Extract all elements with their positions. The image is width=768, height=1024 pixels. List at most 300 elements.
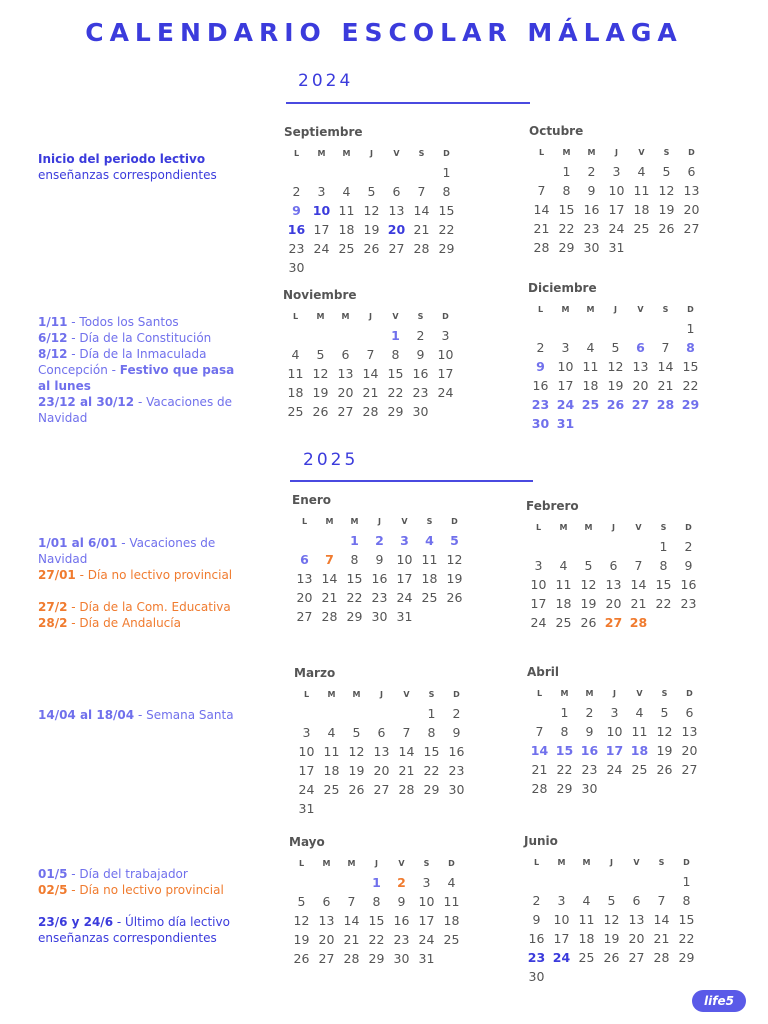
day-abr-18: 18 [630, 743, 649, 758]
day-nov-8: 8 [391, 347, 400, 362]
day-ene-29: 29 [346, 609, 363, 624]
day-nov-12: 12 [312, 366, 329, 381]
day-dic-30: 30 [531, 416, 550, 431]
day-ene-21: 21 [321, 590, 338, 605]
day-oct-2: 2 [587, 164, 596, 179]
day-header: V [392, 311, 399, 321]
day-ene-28: 28 [321, 609, 338, 624]
note-text: - Todos los Santos [67, 315, 179, 329]
year-2025-label: 2025 [303, 450, 359, 470]
day-header: J [614, 304, 617, 314]
day-abr-22: 22 [556, 762, 573, 777]
day-mar-12: 12 [348, 744, 365, 759]
day-oct-23: 23 [583, 221, 600, 236]
day-nov-10: 10 [437, 347, 454, 362]
day-ene-18: 18 [421, 571, 438, 586]
day-abr-11: 11 [631, 724, 648, 739]
day-nov-23: 23 [412, 385, 429, 400]
day-header: V [398, 858, 405, 868]
day-oct-24: 24 [608, 221, 625, 236]
day-feb-10: 10 [530, 577, 547, 592]
day-ene-15: 15 [346, 571, 363, 586]
day-jun-26: 26 [603, 950, 620, 965]
day-oct-31: 31 [608, 240, 625, 255]
day-sep-2: 2 [292, 184, 301, 199]
day-grid [289, 873, 469, 968]
note-key: 23/12 al 30/12 [38, 395, 135, 409]
day-headers [528, 299, 708, 319]
day-oct-25: 25 [633, 221, 650, 236]
day-feb-9: 9 [684, 558, 693, 573]
day-may-28: 28 [343, 951, 360, 966]
day-feb-20: 20 [605, 596, 622, 611]
day-header: J [612, 522, 615, 532]
day-mar-18: 18 [323, 763, 340, 778]
day-mar-24: 24 [298, 782, 315, 797]
month-name: Enero [292, 493, 332, 507]
day-nov-26: 26 [312, 404, 329, 419]
day-ene-19: 19 [446, 571, 463, 586]
day-nov-14: 14 [362, 366, 379, 381]
day-header: M [582, 857, 591, 867]
day-may-18: 18 [443, 913, 460, 928]
day-ene-7: 7 [325, 552, 334, 567]
day-mar-13: 13 [373, 744, 390, 759]
day-mar-22: 22 [423, 763, 440, 778]
day-oct-14: 14 [533, 202, 550, 217]
day-may-6: 6 [322, 894, 331, 909]
day-mar-16: 16 [448, 744, 465, 759]
day-nov-30: 30 [412, 404, 429, 419]
day-sep-25: 25 [338, 241, 355, 256]
note-key: 1/11 [38, 315, 68, 329]
day-abr-13: 13 [681, 724, 698, 739]
day-header: S [423, 858, 430, 868]
day-abr-14: 14 [530, 743, 549, 758]
day-oct-9: 9 [587, 183, 596, 198]
day-dic-27: 27 [631, 397, 650, 412]
day-feb-27: 27 [604, 615, 623, 630]
day-may-20: 20 [318, 932, 335, 947]
day-may-10: 10 [418, 894, 435, 909]
day-may-1: 1 [372, 875, 381, 890]
year-2024-label: 2024 [298, 71, 354, 91]
day-headers [294, 684, 474, 704]
day-abr-9: 9 [585, 724, 594, 739]
day-header: D [453, 689, 460, 699]
day-mar-14: 14 [398, 744, 415, 759]
day-header: V [636, 688, 643, 698]
day-ene-1: 1 [350, 533, 359, 548]
day-mar-8: 8 [427, 725, 436, 740]
day-jun-15: 15 [678, 912, 695, 927]
day-nov-4: 4 [291, 347, 300, 362]
day-dic-8: 8 [686, 340, 695, 355]
day-headers [527, 683, 707, 703]
day-abr-5: 5 [660, 705, 669, 720]
day-sep-5: 5 [367, 184, 376, 199]
day-mar-9: 9 [452, 725, 461, 740]
day-mar-31: 31 [298, 801, 315, 816]
day-dic-9: 9 [536, 359, 545, 374]
note-key: 23/6 y 24/6 [38, 915, 114, 929]
day-dic-5: 5 [611, 340, 620, 355]
day-header: D [443, 148, 450, 158]
day-mar-7: 7 [402, 725, 411, 740]
day-dic-26: 26 [606, 397, 625, 412]
day-feb-28: 28 [629, 615, 648, 630]
day-mar-27: 27 [373, 782, 390, 797]
day-sep-16: 16 [287, 222, 306, 237]
day-ene-11: 11 [421, 552, 438, 567]
day-nov-1: 1 [391, 328, 400, 343]
month-ene [292, 493, 472, 626]
day-may-30: 30 [393, 951, 410, 966]
day-header: L [303, 689, 310, 699]
day-header: S [662, 304, 669, 314]
day-may-29: 29 [368, 951, 385, 966]
day-feb-16: 16 [680, 577, 697, 592]
day-may-17: 17 [418, 913, 435, 928]
month-name: Noviembre [283, 288, 357, 302]
day-abr-27: 27 [681, 762, 698, 777]
note-text: - Vacaciones de Navidad [38, 395, 233, 425]
note-item [38, 394, 238, 426]
day-sep-19: 19 [363, 222, 380, 237]
note-item [38, 314, 238, 330]
day-ene-3: 3 [400, 533, 409, 548]
day-header: J [610, 857, 613, 867]
day-sep-1: 1 [442, 165, 451, 180]
day-mar-4: 4 [327, 725, 336, 740]
day-nov-2: 2 [416, 328, 425, 343]
day-oct-27: 27 [683, 221, 700, 236]
day-header: M [317, 148, 326, 158]
day-mar-6: 6 [377, 725, 386, 740]
day-dic-24: 24 [556, 397, 575, 412]
day-jun-3: 3 [557, 893, 566, 908]
day-feb-19: 19 [580, 596, 597, 611]
day-nov-17: 17 [437, 366, 454, 381]
day-sep-12: 12 [363, 203, 380, 218]
day-header: V [637, 304, 644, 314]
day-mar-17: 17 [298, 763, 315, 778]
day-nov-11: 11 [287, 366, 304, 381]
day-ene-14: 14 [321, 571, 338, 586]
day-header: L [298, 858, 305, 868]
day-may-8: 8 [372, 894, 381, 909]
day-header: M [316, 311, 325, 321]
day-dic-25: 25 [581, 397, 600, 412]
day-grid [528, 319, 708, 433]
day-mar-23: 23 [448, 763, 465, 778]
day-may-13: 13 [318, 913, 335, 928]
day-abr-1: 1 [560, 705, 569, 720]
day-ene-4: 4 [425, 533, 434, 548]
day-ene-12: 12 [446, 552, 463, 567]
day-abr-23: 23 [581, 762, 598, 777]
day-grid [529, 162, 709, 257]
day-mar-20: 20 [373, 763, 390, 778]
day-oct-30: 30 [583, 240, 600, 255]
day-abr-8: 8 [560, 724, 569, 739]
day-oct-6: 6 [687, 164, 696, 179]
note-item [38, 707, 238, 723]
day-header: M [584, 522, 593, 532]
day-oct-22: 22 [558, 221, 575, 236]
day-header: J [378, 516, 381, 526]
day-mar-5: 5 [352, 725, 361, 740]
note-text: - Día de Andalucía [67, 616, 181, 630]
day-header: J [369, 311, 372, 321]
day-dic-31: 31 [556, 416, 575, 431]
day-sep-14: 14 [413, 203, 430, 218]
notes-group-3 [38, 535, 238, 631]
day-grid [294, 704, 474, 818]
day-ene-5: 5 [450, 533, 459, 548]
day-abr-30: 30 [581, 781, 598, 796]
day-feb-4: 4 [559, 558, 568, 573]
day-nov-24: 24 [437, 385, 454, 400]
day-sep-15: 15 [438, 203, 455, 218]
day-feb-21: 21 [630, 596, 647, 611]
day-header: V [633, 857, 640, 867]
day-header: S [426, 516, 433, 526]
day-jun-7: 7 [657, 893, 666, 908]
day-dic-23: 23 [531, 397, 550, 412]
day-sep-17: 17 [313, 222, 330, 237]
day-nov-22: 22 [387, 385, 404, 400]
day-nov-9: 9 [416, 347, 425, 362]
day-jun-4: 4 [582, 893, 591, 908]
day-oct-5: 5 [662, 164, 671, 179]
day-may-9: 9 [397, 894, 406, 909]
note-key: 02/5 [38, 883, 68, 897]
day-sep-27: 27 [388, 241, 405, 256]
day-oct-19: 19 [658, 202, 675, 217]
note-key: 6/12 [38, 331, 68, 345]
day-may-26: 26 [293, 951, 310, 966]
day-jun-5: 5 [607, 893, 616, 908]
day-nov-7: 7 [366, 347, 375, 362]
day-header: S [418, 148, 425, 158]
day-mar-11: 11 [323, 744, 340, 759]
year-2025-divider [290, 480, 533, 482]
day-header: L [535, 522, 542, 532]
day-header: J [375, 858, 378, 868]
day-abr-26: 26 [656, 762, 673, 777]
day-grid [526, 537, 706, 632]
day-dic-7: 7 [661, 340, 670, 355]
day-may-15: 15 [368, 913, 385, 928]
day-abr-29: 29 [556, 781, 573, 796]
day-ene-27: 27 [296, 609, 313, 624]
day-sep-4: 4 [342, 184, 351, 199]
day-jun-10: 10 [553, 912, 570, 927]
day-ene-17: 17 [396, 571, 413, 586]
day-sep-29: 29 [438, 241, 455, 256]
day-header: D [688, 147, 695, 157]
page-title: CALENDARIO ESCOLAR MÁLAGA [85, 18, 683, 47]
day-header: J [380, 689, 383, 699]
day-dic-18: 18 [582, 378, 599, 393]
day-header: S [428, 689, 435, 699]
day-nov-28: 28 [362, 404, 379, 419]
note-key: Inicio del periodo lectivo [38, 152, 206, 166]
day-oct-7: 7 [537, 183, 546, 198]
day-feb-11: 11 [555, 577, 572, 592]
day-headers [292, 511, 472, 531]
day-ene-9: 9 [375, 552, 384, 567]
day-header: V [393, 148, 400, 158]
day-nov-27: 27 [337, 404, 354, 419]
day-headers [529, 142, 709, 162]
day-sep-20: 20 [387, 222, 406, 237]
day-feb-26: 26 [580, 615, 597, 630]
day-may-11: 11 [443, 894, 460, 909]
note-gap [38, 898, 238, 914]
day-jun-13: 13 [628, 912, 645, 927]
day-sep-10: 10 [312, 203, 331, 218]
day-headers [526, 517, 706, 537]
day-ene-6: 6 [300, 552, 309, 567]
day-header: M [557, 857, 566, 867]
day-feb-24: 24 [530, 615, 547, 630]
day-oct-4: 4 [637, 164, 646, 179]
day-sep-11: 11 [338, 203, 355, 218]
day-dic-15: 15 [682, 359, 699, 374]
day-oct-29: 29 [558, 240, 575, 255]
day-may-4: 4 [447, 875, 456, 890]
month-name: Septiembre [284, 125, 363, 139]
day-header: L [293, 148, 300, 158]
day-may-7: 7 [347, 894, 356, 909]
day-abr-28: 28 [531, 781, 548, 796]
day-may-5: 5 [297, 894, 306, 909]
day-feb-18: 18 [555, 596, 572, 611]
day-header: V [638, 147, 645, 157]
day-jun-20: 20 [628, 931, 645, 946]
note-key: 28/2 [38, 616, 68, 630]
month-name: Abril [527, 665, 560, 679]
day-header: D [687, 304, 694, 314]
note-item [38, 914, 238, 946]
note-key: 14/04 al 18/04 [38, 708, 135, 722]
day-nov-29: 29 [387, 404, 404, 419]
day-nov-21: 21 [362, 385, 379, 400]
note-item [38, 866, 238, 882]
day-jun-29: 29 [678, 950, 695, 965]
day-header: M [586, 304, 595, 314]
day-dic-2: 2 [536, 340, 545, 355]
day-may-24: 24 [418, 932, 435, 947]
day-may-3: 3 [422, 875, 431, 890]
day-dic-11: 11 [582, 359, 599, 374]
day-header: M [352, 689, 361, 699]
day-abr-2: 2 [585, 705, 594, 720]
day-nov-25: 25 [287, 404, 304, 419]
day-header: D [683, 857, 690, 867]
month-name: Mayo [289, 835, 325, 849]
day-oct-8: 8 [562, 183, 571, 198]
day-feb-23: 23 [680, 596, 697, 611]
day-feb-1: 1 [659, 539, 668, 554]
day-header: M [347, 858, 356, 868]
day-jun-30: 30 [528, 969, 545, 984]
notes-group-4 [38, 707, 238, 723]
day-dic-6: 6 [636, 340, 645, 355]
day-headers [284, 143, 464, 163]
day-oct-20: 20 [683, 202, 700, 217]
month-abr [527, 665, 707, 798]
month-name: Junio [524, 834, 558, 848]
day-ene-31: 31 [396, 609, 413, 624]
day-dic-14: 14 [657, 359, 674, 374]
note-key: 1/01 al 6/01 [38, 536, 118, 550]
day-jun-21: 21 [653, 931, 670, 946]
day-header: S [658, 857, 665, 867]
note-item [38, 599, 238, 615]
day-dic-21: 21 [657, 378, 674, 393]
day-mar-30: 30 [448, 782, 465, 797]
day-mar-1: 1 [427, 706, 436, 721]
month-oct [529, 124, 709, 257]
note-text: - Día no lectivo provincial [75, 568, 233, 582]
month-sep [284, 125, 464, 277]
day-header: D [686, 688, 693, 698]
day-grid [284, 163, 464, 277]
day-nov-13: 13 [337, 366, 354, 381]
day-sep-26: 26 [363, 241, 380, 256]
day-abr-20: 20 [681, 743, 698, 758]
day-may-14: 14 [343, 913, 360, 928]
day-ene-22: 22 [346, 590, 363, 605]
day-sep-24: 24 [313, 241, 330, 256]
month-name: Diciembre [528, 281, 597, 295]
day-header: M [560, 688, 569, 698]
day-ene-30: 30 [371, 609, 388, 624]
day-feb-6: 6 [609, 558, 618, 573]
day-feb-7: 7 [634, 558, 643, 573]
day-grid [292, 531, 472, 626]
note-text: - Día no lectivo provincial [67, 883, 224, 897]
notes-group-5 [38, 866, 238, 946]
day-nov-18: 18 [287, 385, 304, 400]
day-sep-9: 9 [292, 203, 301, 218]
day-header: D [685, 522, 692, 532]
day-jun-8: 8 [682, 893, 691, 908]
day-header: S [660, 522, 667, 532]
day-may-16: 16 [393, 913, 410, 928]
day-jun-28: 28 [653, 950, 670, 965]
note-item [38, 615, 238, 631]
day-header: M [322, 858, 331, 868]
day-mar-2: 2 [452, 706, 461, 721]
day-dic-13: 13 [632, 359, 649, 374]
note-item [38, 346, 238, 394]
day-dic-4: 4 [586, 340, 595, 355]
day-jun-9: 9 [532, 912, 541, 927]
note-item [38, 567, 238, 583]
note-gap [38, 583, 238, 599]
note-item [38, 330, 238, 346]
day-abr-17: 17 [605, 743, 624, 758]
day-ene-23: 23 [371, 590, 388, 605]
day-header: M [341, 311, 350, 321]
day-dic-3: 3 [561, 340, 570, 355]
month-may [289, 835, 469, 968]
day-headers [283, 306, 463, 326]
